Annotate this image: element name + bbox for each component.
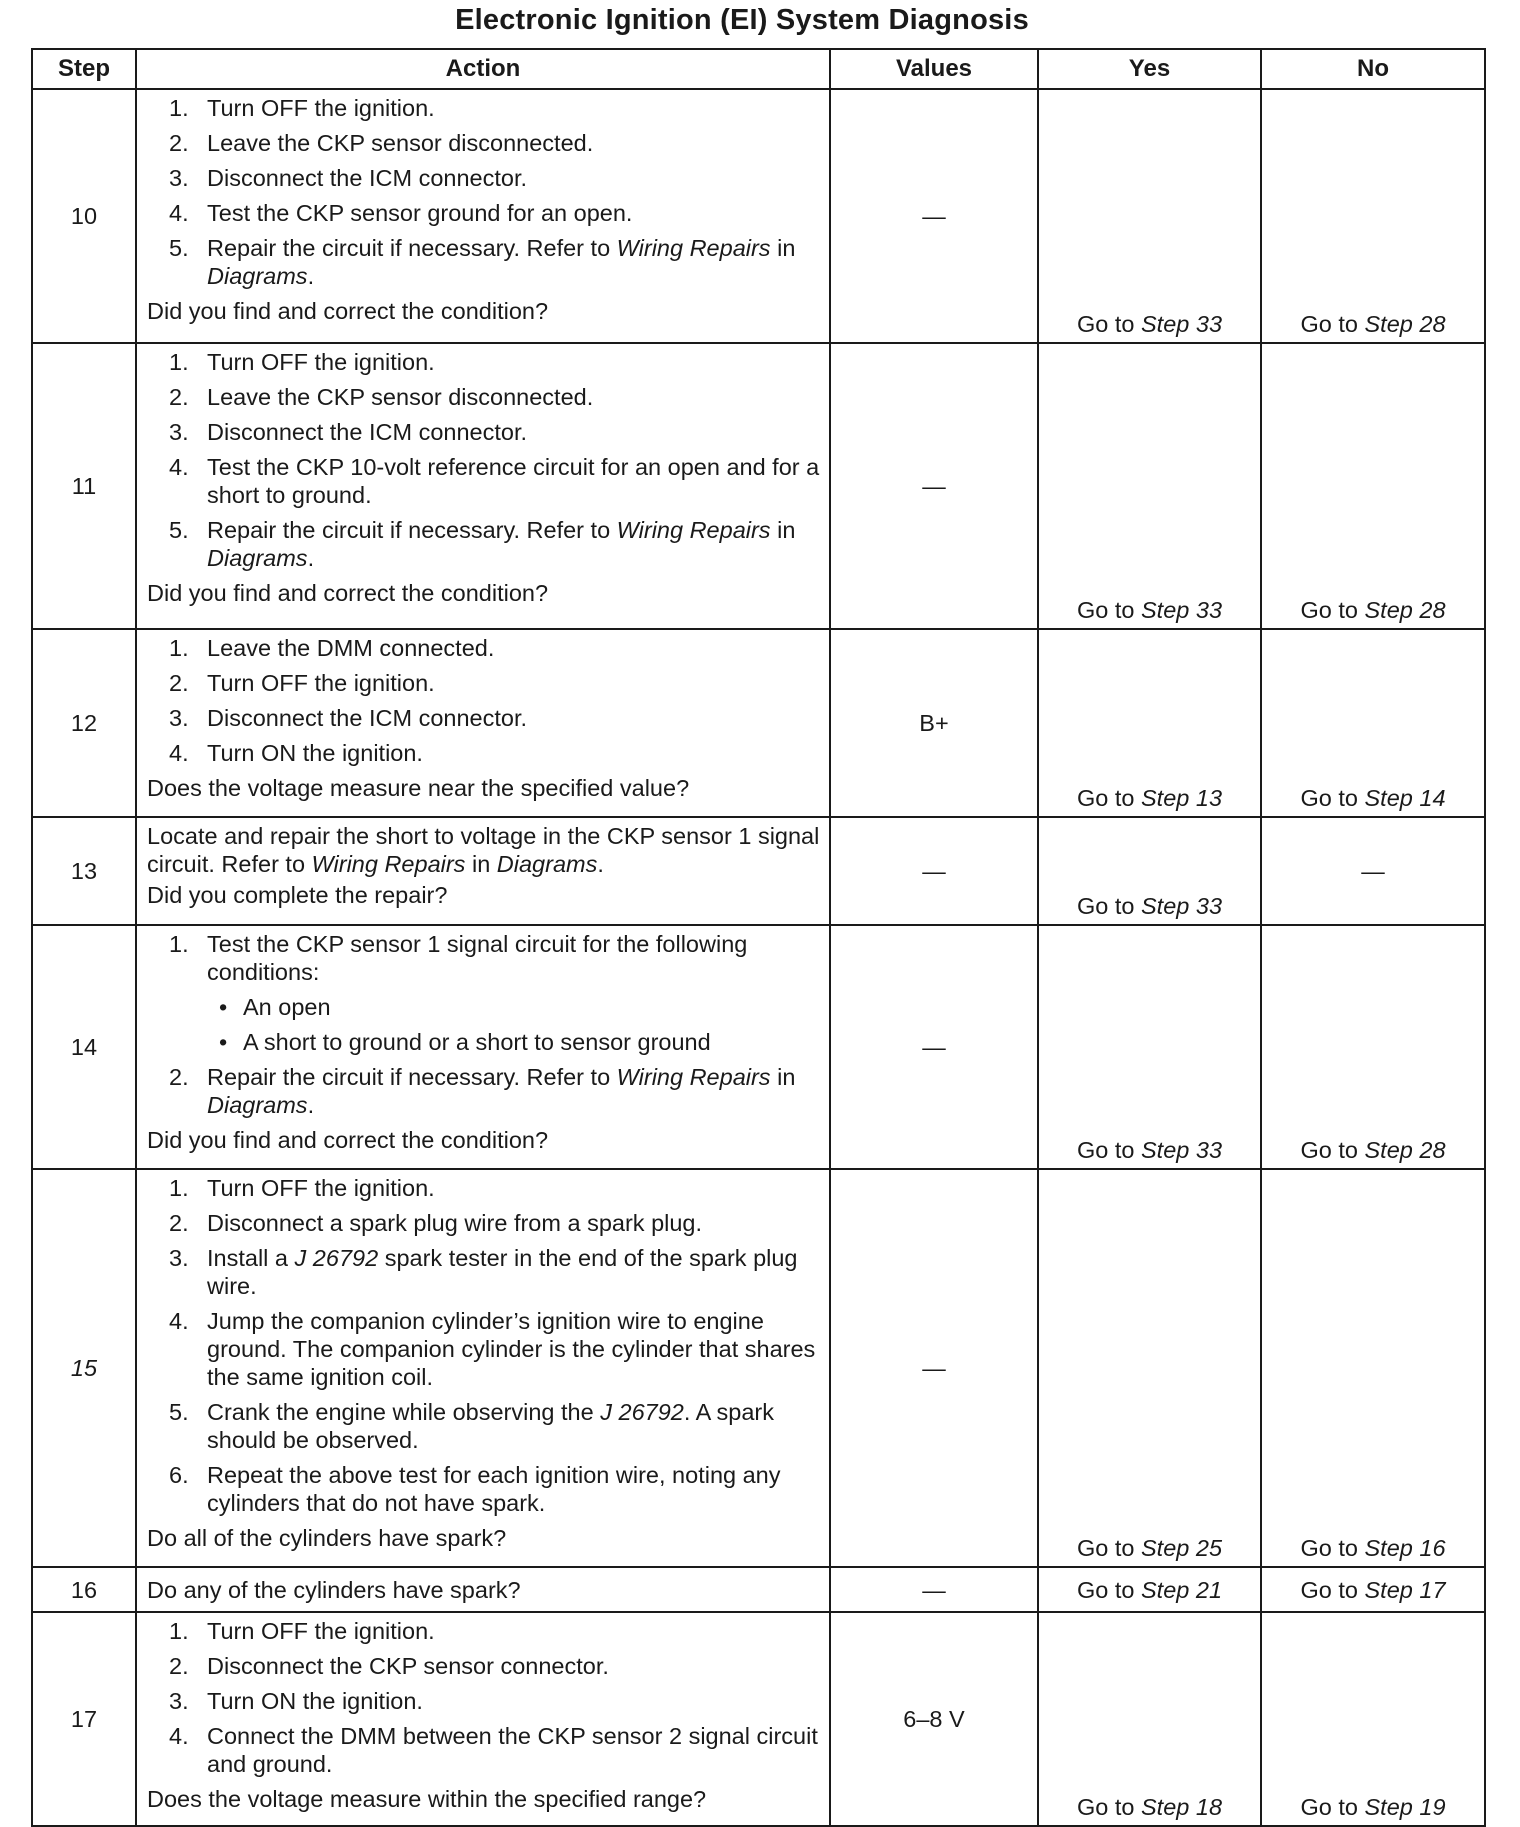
action-cell: [136, 1612, 830, 1826]
table-row: [32, 1169, 1485, 1567]
action-cell: [136, 925, 830, 1169]
list-item: 4. Connect the DMM between the CKP sensor 2 signal circuit and ground.: [169, 1723, 818, 1777]
step-number: 16: [32, 1567, 136, 1612]
table-row: [32, 1612, 1485, 1826]
list-item: 1. Test the CKP sensor 1 signal circuit for the following conditions: • An open • A short to ground or a short to sensor ground: [147, 930, 823, 1056]
step-number: 12: [32, 629, 136, 817]
action-question: Did you find and correct the condition?: [147, 580, 549, 606]
value-cell: 6–8 V: [830, 1612, 1038, 1826]
value-cell: —: [830, 1169, 1038, 1567]
list-item: 6. Repeat the above test for each ignition wire, noting any cylinders that do not have spark.: [169, 1462, 781, 1516]
action-cell: [136, 629, 830, 817]
bullet-item: • An open: [219, 994, 331, 1020]
no-cell: Go to Step 28: [1261, 89, 1485, 343]
list-item: 1. Turn OFF the ignition.: [169, 349, 435, 375]
table-row: [32, 629, 1485, 817]
list-item: 2. Leave the CKP sensor disconnected.: [169, 130, 594, 156]
no-cell: Go to Step 28: [1261, 343, 1485, 629]
action-cell: [136, 343, 830, 629]
list-item: 4. Jump the companion cylinder’s ignition wire to engine ground. The companion cylinder is the cylinder that shares the same ignition coil.: [169, 1308, 816, 1390]
step-number: 11: [32, 343, 136, 629]
list-item: 4. Turn ON the ignition.: [169, 740, 423, 766]
header-values: Values: [830, 49, 1038, 89]
action-question: Did you find and correct the condition?: [147, 298, 549, 324]
step-number: 17: [32, 1612, 136, 1826]
yes-cell: Go to Step 33: [1038, 817, 1261, 925]
action-cell: [136, 1567, 830, 1612]
value-cell: B+: [830, 629, 1038, 817]
list-item: 3. Disconnect the ICM connector.: [169, 419, 528, 445]
yes-cell: Go to Step 13: [1038, 629, 1261, 817]
list-item: 5. Repair the circuit if necessary. Refer to Wiring Repairs in Diagrams.: [169, 235, 796, 289]
yes-cell: Go to Step 25: [1038, 1169, 1261, 1567]
no-cell: —: [1261, 817, 1485, 925]
no-cell: Go to Step 28: [1261, 925, 1485, 1169]
list-item: 2. Leave the CKP sensor disconnected.: [169, 384, 594, 410]
list-item: 5. Crank the engine while observing the J 26792. A spark should be observed.: [169, 1399, 774, 1453]
yes-cell: Go to Step 33: [1038, 89, 1261, 343]
list-item: 1. Turn OFF the ignition.: [169, 95, 435, 121]
action-cell: [136, 817, 830, 925]
no-cell: Go to Step 16: [1261, 1169, 1485, 1567]
yes-cell: Go to Step 33: [1038, 925, 1261, 1169]
no-cell: Go to Step 17: [1261, 1567, 1485, 1612]
list-item: 1. Turn OFF the ignition.: [169, 1618, 435, 1644]
action-cell: [136, 89, 830, 343]
table-row: [32, 1567, 1485, 1612]
list-item: 2. Repair the circuit if necessary. Refer to Wiring Repairs in Diagrams.: [169, 1064, 796, 1118]
value-cell: —: [830, 1567, 1038, 1612]
header-no: No: [1261, 49, 1485, 89]
value-cell: —: [830, 925, 1038, 1169]
step-number: 14: [32, 925, 136, 1169]
header-row: [32, 49, 1485, 89]
no-cell: Go to Step 19: [1261, 1612, 1485, 1826]
list-item: 4. Test the CKP 10-volt reference circuit for an open and for a short to ground.: [169, 454, 820, 508]
yes-cell: Go to Step 18: [1038, 1612, 1261, 1826]
action-question: Did you find and correct the condition?: [147, 1127, 549, 1153]
list-item: 1. Turn OFF the ignition.: [169, 1175, 435, 1201]
yes-cell: Go to Step 33: [1038, 343, 1261, 629]
step-number: 13: [32, 817, 136, 925]
list-item: 3. Disconnect the ICM connector.: [169, 165, 528, 191]
action-text: Locate and repair the short to voltage in the CKP sensor 1 signal circuit. Refer to Wiring Repairs in Diagrams.: [147, 823, 820, 877]
step-number: 10: [32, 89, 136, 343]
table-row: [32, 925, 1485, 1169]
table-row: [32, 817, 1485, 925]
action-question: Did you complete the repair?: [147, 882, 448, 908]
value-cell: —: [830, 89, 1038, 343]
header-yes: Yes: [1038, 49, 1261, 89]
list-item: 3. Disconnect the ICM connector.: [169, 705, 528, 731]
step-number: 15: [32, 1169, 136, 1567]
list-item: 4. Test the CKP sensor ground for an open.: [169, 200, 633, 226]
table-row: [32, 89, 1485, 343]
list-item: 2. Disconnect a spark plug wire from a spark plug.: [169, 1210, 703, 1236]
no-cell: Go to Step 14: [1261, 629, 1485, 817]
action-cell: [136, 1169, 830, 1567]
list-item: 1. Leave the DMM connected.: [169, 635, 495, 661]
list-item: 3. Turn ON the ignition.: [169, 1688, 423, 1714]
bullet-item: • A short to ground or a short to sensor ground: [219, 1029, 711, 1055]
table-row: [32, 343, 1485, 629]
yes-cell: Go to Step 21: [1038, 1567, 1261, 1612]
action-question: Does the voltage measure within the specified range?: [147, 1786, 707, 1812]
page-title: Electronic Ignition (EI) System Diagnosis: [455, 4, 1029, 36]
value-cell: —: [830, 817, 1038, 925]
header-step: Step: [32, 49, 136, 89]
diagnosis-table: [31, 48, 1486, 1827]
list-item: 2. Turn OFF the ignition.: [169, 670, 435, 696]
list-item: 5. Repair the circuit if necessary. Refer to Wiring Repairs in Diagrams.: [169, 517, 796, 571]
list-item: 3. Install a J 26792 spark tester in the end of the spark plug wire.: [169, 1245, 798, 1299]
action-question: Does the voltage measure near the specified value?: [147, 775, 690, 801]
list-item: 2. Disconnect the CKP sensor connector.: [169, 1653, 609, 1679]
header-action: Action: [136, 49, 830, 89]
action-question: Do any of the cylinders have spark?: [147, 1576, 521, 1603]
value-cell: —: [830, 343, 1038, 629]
action-question: Do all of the cylinders have spark?: [147, 1525, 507, 1551]
